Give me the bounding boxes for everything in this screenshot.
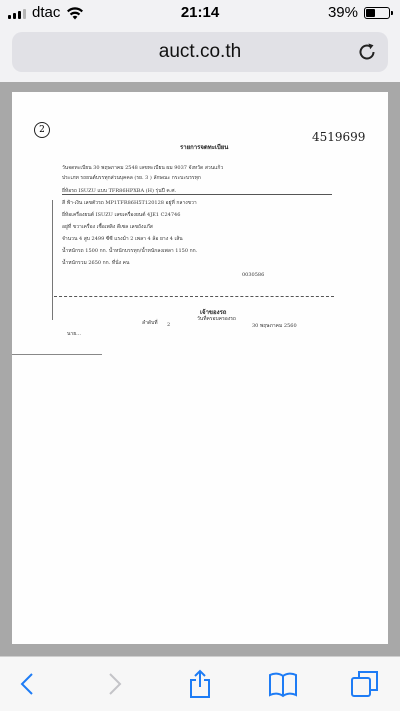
status-bar — [0, 0, 400, 28]
owner-sequence-label: ลำดับที่ — [142, 320, 158, 326]
doc-line: ยี่ห้อเครื่องยนต์ ISUZU เลขเครื่องยนต์ 4JE1 C24746 — [62, 212, 181, 218]
doc-line: อยู่ที่ ขวาเครื่อง เชื้อเพลิง ดีเซล เลขถังแก๊ส — [62, 224, 153, 230]
tabs-icon — [350, 669, 380, 699]
bookmarks-book-icon — [268, 669, 298, 699]
carrier-name: dtac — [32, 4, 61, 21]
forward-arrow-icon — [100, 669, 130, 699]
doc-line: จำนวน 4 สูบ 2499 ซีซี แรงม้า 2 เพลา 4 ล้อ ยาง 4 เส้น — [62, 236, 183, 242]
scanned-document — [12, 92, 388, 644]
doc-line: น้ำหนักรถ 1500 กก. น้ำหนักบรรทุก/น้ำหนักลงเพลา 1150 กก. — [62, 248, 198, 254]
owner-name: นาย... — [67, 331, 81, 337]
owner-date: 30 พฤษภาคม 2560 — [252, 323, 297, 329]
document-title: รายการจดทะเบียน — [180, 144, 229, 151]
clock: 21:14 — [180, 4, 220, 21]
bookmarks-button[interactable] — [268, 669, 298, 699]
doc-line: ประเภท รถยนต์บรรทุกส่วนบุคคล (รย. 3 ) ลักษณะ กระบะบรรทุก — [62, 175, 201, 181]
share-button[interactable] — [185, 669, 215, 699]
battery-icon — [364, 7, 390, 19]
browser-toolbar — [0, 656, 400, 711]
doc-line: 0030586 — [242, 272, 265, 278]
circled-page-number: 2 — [34, 122, 50, 138]
web-content[interactable] — [0, 82, 400, 656]
share-icon — [185, 669, 215, 699]
doc-line: ยี่ห้อรถ ISUZU แบบ TFR86HPXBA (H) รุ่นปี ค.ศ. — [62, 188, 177, 194]
owner-sequence: 2 — [167, 322, 171, 328]
owner-heading: เจ้าของรถ — [200, 309, 227, 316]
doc-line: วันจดทะเบียน 30 พฤษภาคม 2548 เลขทะเบียน ผม 9037 จังหวัด สวนแก้ว — [62, 165, 224, 171]
url-text[interactable]: auct.co.th — [158, 41, 242, 62]
address-bar[interactable] — [12, 32, 388, 72]
battery-percentage: 39% — [327, 4, 358, 21]
tabs-button[interactable] — [350, 669, 380, 699]
doc-line: น้ำหนักรวม 2650 กก. ที่นั่ง คน — [62, 260, 130, 266]
handwritten-number: 4519699 — [312, 130, 366, 144]
back-button[interactable] — [12, 669, 42, 699]
back-arrow-icon — [12, 669, 42, 699]
reload-icon[interactable] — [356, 41, 378, 63]
doc-line: สี ฟ้า-เงิน เลขตัวรถ MP1TFR86H5T120128 อยู่ที่ กลางขวา — [62, 200, 197, 206]
owner-date-label: วันที่ครอบครองรถ — [197, 316, 236, 322]
forward-button[interactable] — [100, 669, 130, 699]
